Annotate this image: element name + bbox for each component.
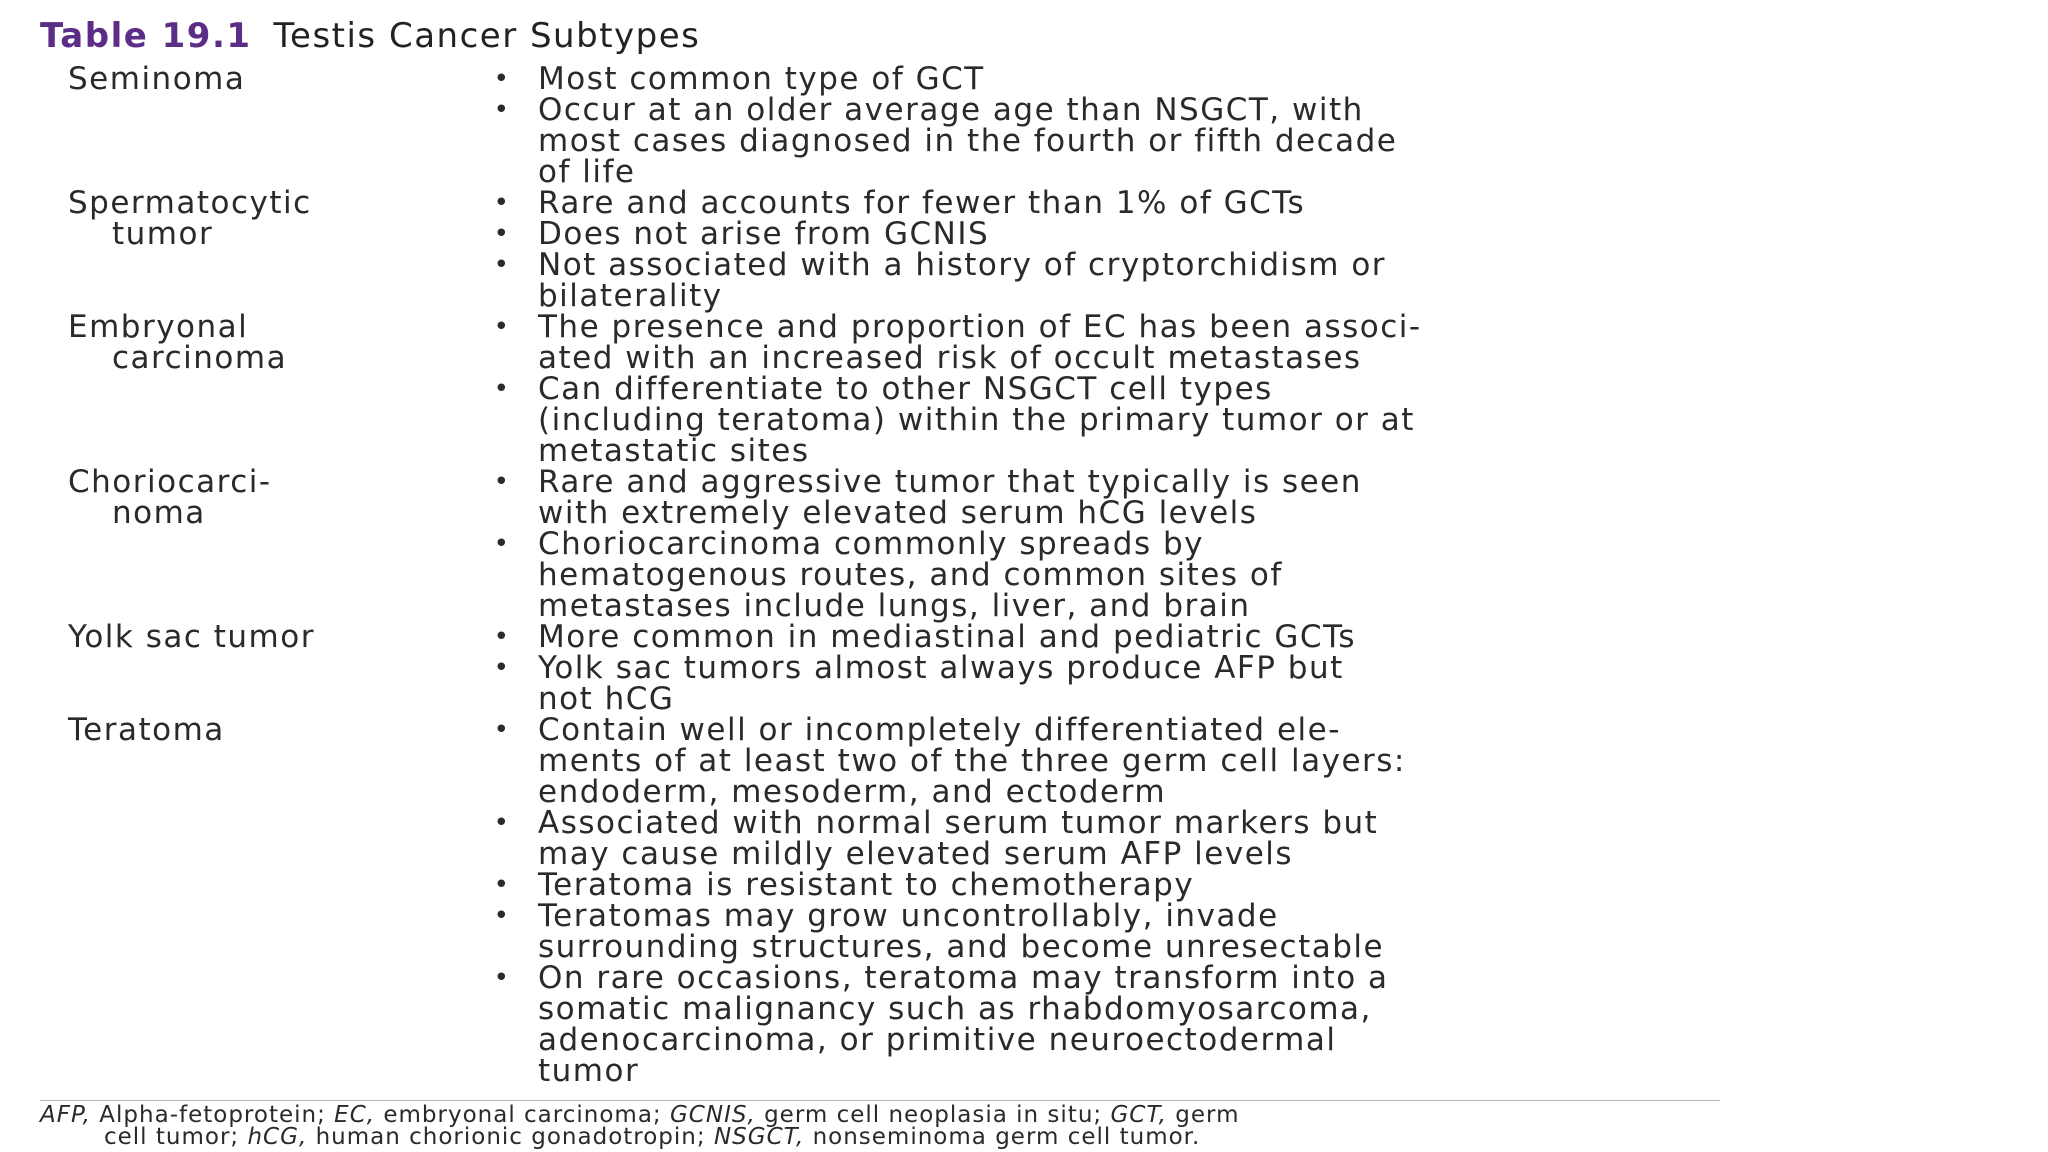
bullet-dot-icon: •: [493, 374, 511, 404]
bullet-item: [492, 371, 1712, 469]
table-row: [0, 61, 2048, 190]
bullet-item: [492, 712, 1712, 810]
footnote-text: Alpha-fetoprotein;: [90, 1102, 335, 1128]
bullet-item: [492, 92, 1712, 190]
footnote-text: germ: [1166, 1102, 1240, 1128]
bullet-text-line: Choriocarcinoma commonly spreads by: [538, 526, 1205, 562]
bullet-text-line: Teratoma is resistant to chemotherapy: [538, 867, 1195, 903]
subtype-label: [68, 61, 448, 97]
subtype-label-line: Spermatocytic: [68, 185, 312, 221]
table-row: [0, 619, 2048, 717]
bullet-item: [492, 867, 1712, 903]
bullet-item: [492, 61, 1712, 97]
bullet-text-line: metastases include lungs, liver, and brain: [538, 588, 1251, 624]
subtype-label-line: tumor: [112, 216, 214, 252]
bullet-dot-icon: •: [493, 188, 511, 218]
bullet-dot-icon: •: [493, 529, 511, 559]
bullet-item: [492, 960, 1712, 1089]
bullet-text-line: (including teratoma) within the primary tumor or at: [538, 402, 1415, 438]
bullet-list: [492, 619, 1712, 717]
bullet-dot-icon: •: [493, 901, 511, 931]
footnote-text: human chorionic gonadotropin;: [307, 1124, 714, 1150]
bullet-list: [492, 61, 1712, 190]
subtype-label: [68, 712, 448, 748]
bullet-text-line: Teratomas may grow uncontrollably, invade: [538, 898, 1279, 934]
bullet-text-line: Occur at an older average age than NSGCT, with: [538, 92, 1364, 128]
bullet-text-line: Contain well or incompletely differentiated ele-: [538, 712, 1341, 748]
footnote-line: [40, 1104, 1240, 1126]
bullet-text-line: More common in mediastinal and pediatric GCTs: [538, 619, 1357, 655]
bullet-text-line: metastatic sites: [538, 433, 810, 469]
bullet-text-line: hematogenous routes, and common sites of: [538, 557, 1283, 593]
bullet-dot-icon: •: [493, 250, 511, 280]
bullet-text-line: surrounding structures, and become unresectable: [538, 929, 1385, 965]
footnote-text: germ cell neoplasia in situ;: [755, 1102, 1111, 1128]
subtype-label: [68, 619, 448, 655]
table-row: [0, 185, 2048, 314]
bullet-text-line: Does not arise from GCNIS: [538, 216, 990, 252]
subtype-label: [68, 185, 448, 252]
bullet-text-line: Yolk sac tumors almost always produce AFP but: [538, 650, 1344, 686]
bullet-dot-icon: •: [493, 95, 511, 125]
bullet-text-line: Not associated with a history of cryptorchidism or: [538, 247, 1387, 283]
bullet-dot-icon: •: [493, 467, 511, 497]
footnote-abbreviation: AFP,: [40, 1102, 91, 1128]
bullet-text-line: somatic malignancy such as rhabdomyosarcoma,: [538, 991, 1372, 1027]
bullet-text-line: On rare occasions, teratoma may transform into a: [538, 960, 1389, 996]
bullet-text-line: bilaterality: [538, 278, 723, 314]
bullet-dot-icon: •: [493, 312, 511, 342]
subtype-label-line: Embryonal: [68, 309, 249, 345]
bullet-item: [492, 619, 1712, 655]
table-footnote: [40, 1104, 1240, 1148]
subtype-label-line: carcinoma: [112, 340, 288, 376]
bullet-text-line: endoderm, mesoderm, and ectoderm: [538, 774, 1167, 810]
bullet-text-line: most cases diagnosed in the fourth or fifth decade: [538, 123, 1398, 159]
bullet-dot-icon: •: [493, 870, 511, 900]
footnote-abbreviation: GCNIS,: [669, 1102, 756, 1128]
bullet-item: [492, 526, 1712, 624]
bullet-text-line: Associated with normal serum tumor markers but: [538, 805, 1379, 841]
bullet-text-line: ated with an increased risk of occult metastases: [538, 340, 1362, 376]
footnote-abbreviation: GCT,: [1110, 1102, 1167, 1128]
bullet-list: [492, 185, 1712, 314]
table-row: [0, 712, 2048, 1089]
table-body: [0, 61, 2048, 1089]
bullet-text-line: adenocarcinoma, or primitive neuroectodermal: [538, 1022, 1337, 1058]
table-name: Testis Cancer Subtypes: [273, 16, 701, 56]
bullet-text-line: The presence and proportion of EC has been associ-: [538, 309, 1422, 345]
subtype-label-line: noma: [112, 495, 206, 531]
subtype-label-line: Yolk sac tumor: [68, 619, 315, 655]
bullet-item: [492, 185, 1712, 221]
bullet-text-line: tumor: [538, 1053, 640, 1089]
table-row: [0, 464, 2048, 624]
bullet-item: [492, 805, 1712, 872]
subtype-label: [68, 464, 448, 531]
footnote-line: [40, 1126, 1240, 1148]
bullet-dot-icon: •: [493, 622, 511, 652]
bullet-text-line: with extremely elevated serum hCG levels: [538, 495, 1258, 531]
bullet-text-line: of life: [538, 154, 636, 190]
bullet-dot-icon: •: [493, 219, 511, 249]
bullet-text-line: Most common type of GCT: [538, 61, 985, 97]
bullet-text-line: Rare and accounts for fewer than 1% of GCTs: [538, 185, 1306, 221]
footnote-text: embryonal carcinoma;: [375, 1102, 670, 1128]
subtype-label-line: Seminoma: [68, 61, 246, 97]
footnote-abbreviation: hCG,: [247, 1124, 308, 1150]
subtype-label-line: Choriocarci-: [68, 464, 272, 500]
subtype-label: [68, 309, 448, 376]
table-row: [0, 309, 2048, 469]
subtype-label-line: Teratoma: [68, 712, 225, 748]
bullet-dot-icon: •: [493, 963, 511, 993]
footnote-text: nonseminoma germ cell tumor.: [804, 1124, 1201, 1150]
bullet-text-line: ments of at least two of the three germ cell layers:: [538, 743, 1406, 779]
bullet-list: [492, 712, 1712, 1089]
table-title: [40, 14, 700, 58]
bullet-text-line: Can differentiate to other NSGCT cell types: [538, 371, 1273, 407]
bullet-dot-icon: •: [493, 715, 511, 745]
bullet-list: [492, 464, 1712, 624]
bullet-list: [492, 309, 1712, 469]
bullet-item: [492, 898, 1712, 965]
bullet-item: [492, 247, 1712, 314]
table-number: Table 19.1: [40, 16, 252, 56]
bullet-text-line: Rare and aggressive tumor that typically is seen: [538, 464, 1362, 500]
footnote-divider: [40, 1100, 1720, 1101]
bullet-item: [492, 216, 1712, 252]
bullet-item: [492, 309, 1712, 376]
footnote-abbreviation: EC,: [334, 1102, 376, 1128]
bullet-dot-icon: •: [493, 808, 511, 838]
footnote-text: cell tumor;: [104, 1124, 248, 1150]
bullet-text-line: may cause mildly elevated serum AFP levels: [538, 836, 1294, 872]
bullet-text-line: not hCG: [538, 681, 675, 717]
bullet-dot-icon: •: [493, 653, 511, 683]
footnote-abbreviation: NSGCT,: [713, 1124, 805, 1150]
bullet-item: [492, 464, 1712, 531]
bullet-dot-icon: •: [493, 64, 511, 94]
bullet-item: [492, 650, 1712, 717]
